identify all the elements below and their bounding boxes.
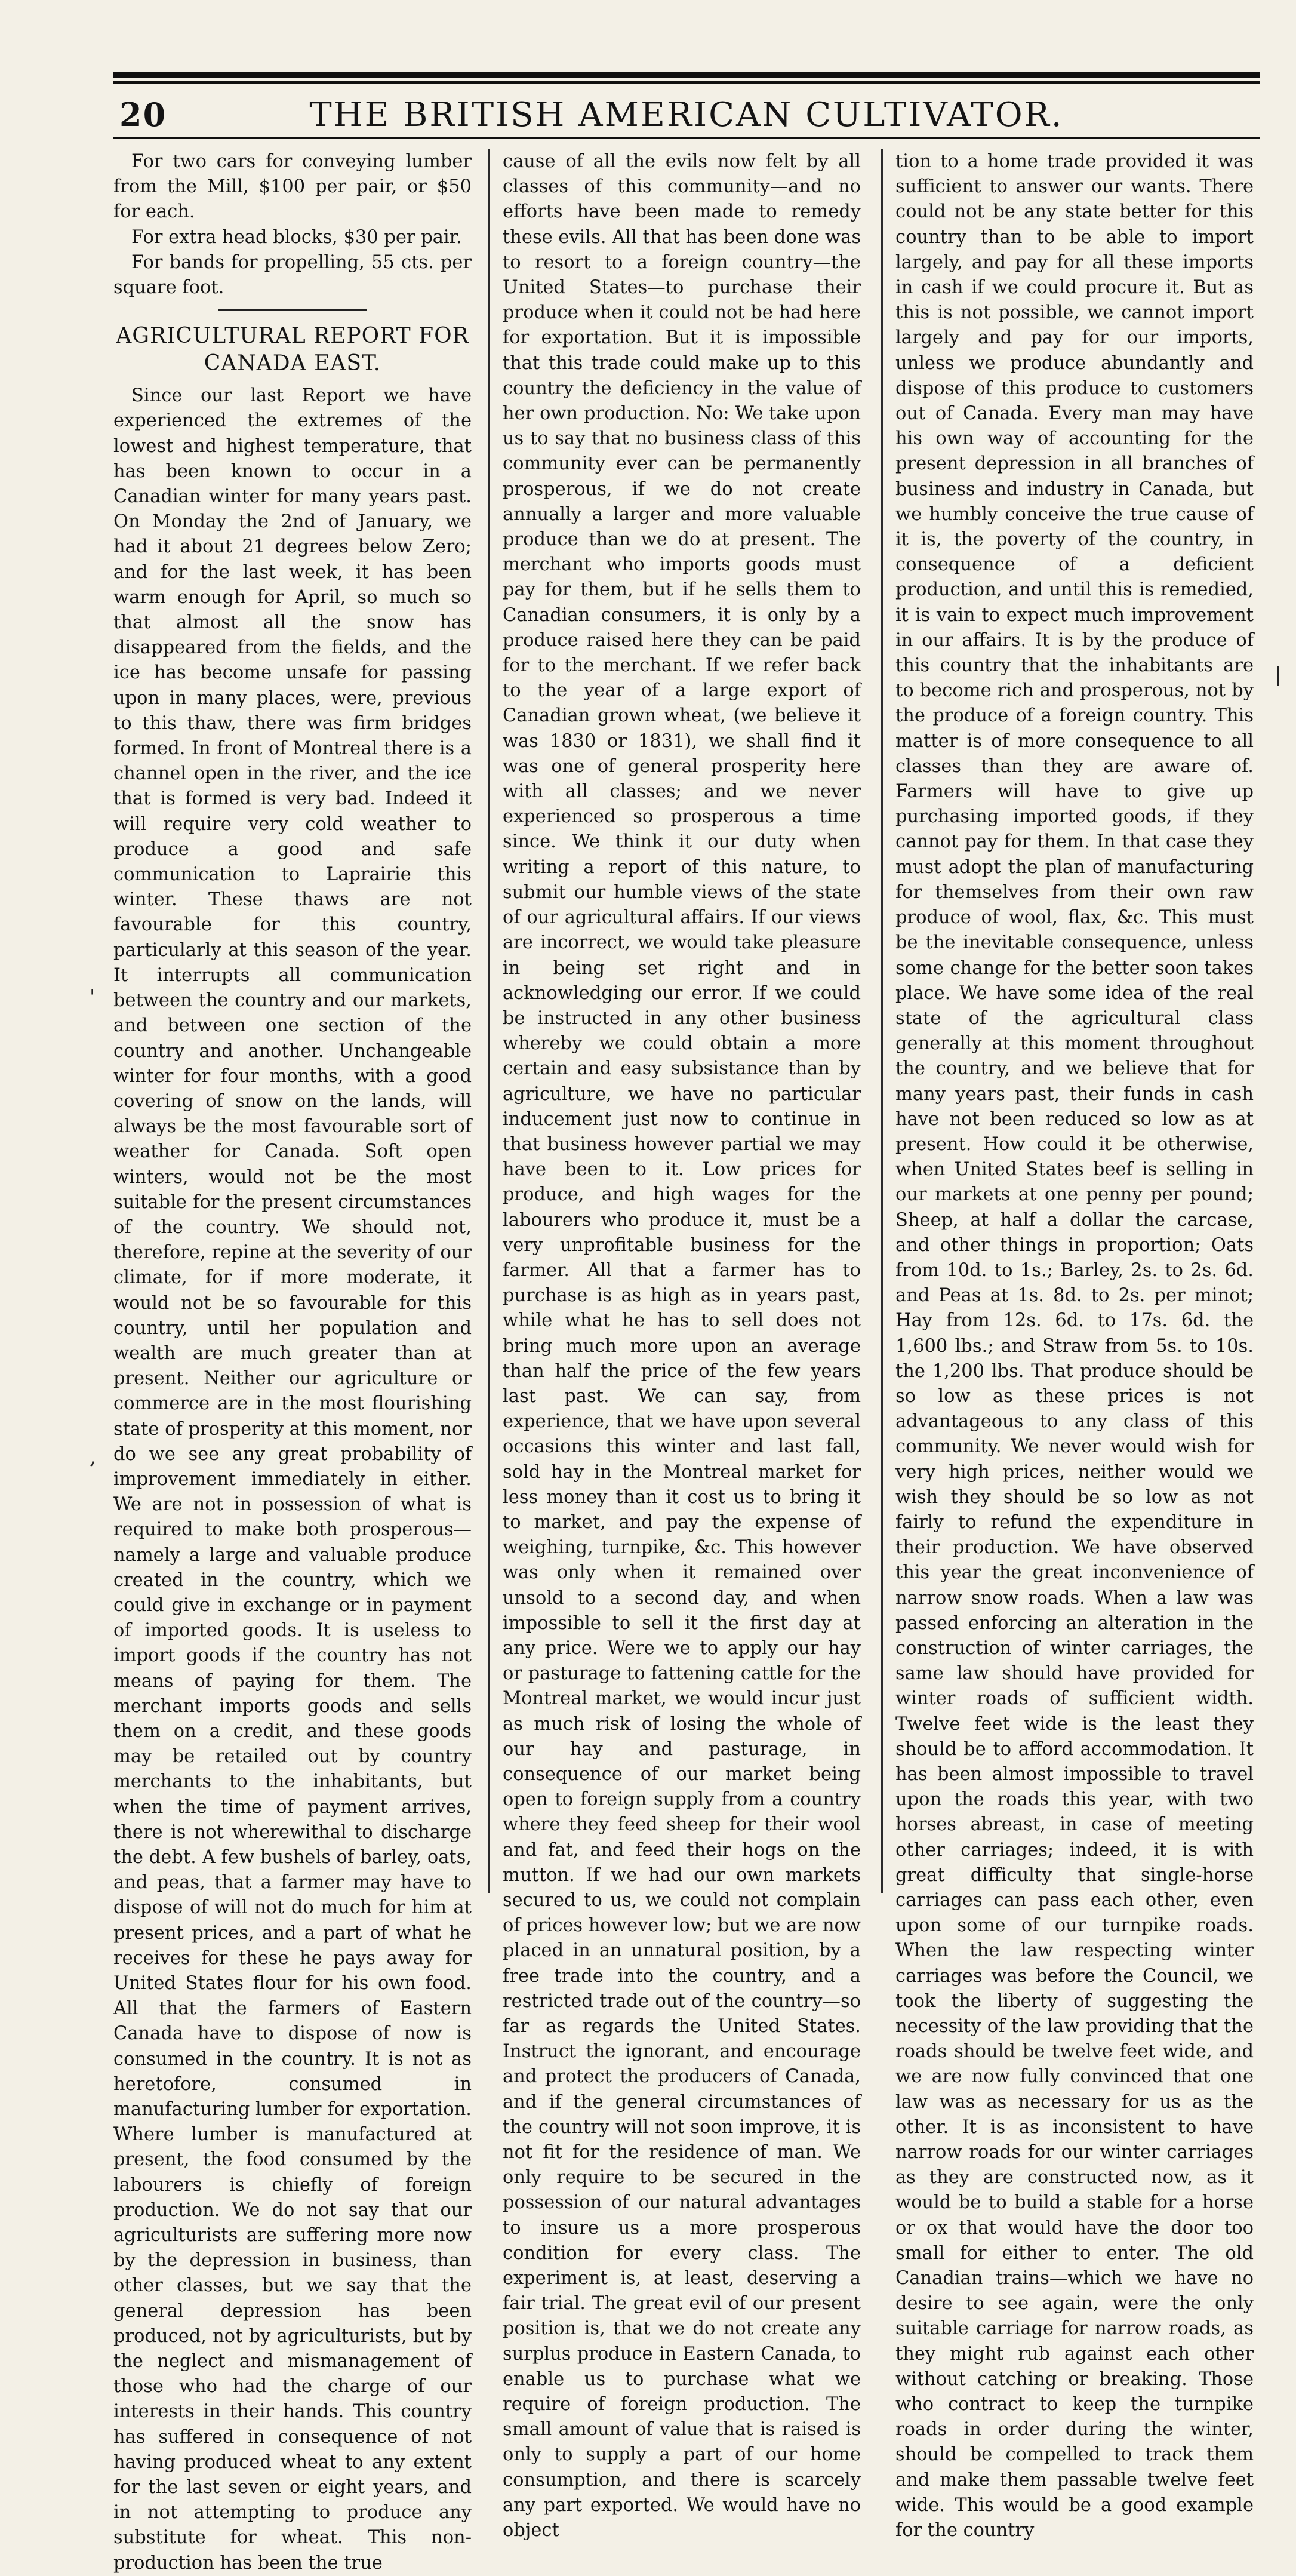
section-divider: [218, 309, 367, 311]
article-columns: [113, 149, 1260, 2574]
column-2: [503, 149, 861, 2541]
newspaper-page: [113, 72, 1260, 2574]
margin-tick-mark: ,: [90, 1445, 96, 1469]
price-line-cars: For two cars for conveying lumber from the Mill, $100 per pair, or $50 for each.: [113, 151, 472, 223]
price-line-bands: For bands for propelling, 55 cts. per square foot.: [113, 251, 472, 299]
journal-title: THE BRITISH AMERICAN CULTIVATOR.: [309, 96, 1064, 134]
column-rule-1: [488, 149, 490, 1893]
margin-tick-mark: ': [90, 985, 96, 1009]
column-rule-2: [881, 149, 883, 1893]
report-paragraph-3: tion to a home trade provided it was sufficient to answer our wants. There could not be any state better for this country than to be able to import largely, and pay for all these imports in cash if we could procure it. But as this is not possible, we cannot import largely and pay for our imports, unless we produce abundantly and dispose of this produce to customers out of Canada. Every man may have his own way of accounting for the present depression in all branches of business and industry in Canada, but we humbly conceive the true cause of it is, the poverty of the country, in consequence of a deficient production, and until this is remedied, it is vain to expect much improvement in our affairs. It is by the produce of this country that the inhabitants are to become rich and prosperous, not by the produce of a foreign country. This matter is of more consequence to all classes than they are aware of. Farmers will have to give up purchasing imported goods, if they cannot pay for them. In that case they must adopt the plan of manufacturing for themselves from their own raw produce of wool, flax, &c. This must be the inevitable consequence, unless some change for the better soon takes place. We have some idea of the real state of the agricultural class generally at this moment throughout the country, and we believe that for many years past, their funds in cash have not been reduced so low as at present. How could it be otherwise, when United States beef is selling in our markets at one penny per pound; Sheep, at half a dollar the carcase, and other things in proportion; Oats from 10d. to 1s.; Barley, 2s. to 2s. 6d. and Peas at 1s. 8d. to 2s. per minot; Hay from 12s. 6d. to 17s. 6d. the 1,600 lbs.; and Straw from 5s. to 10s. the 1,200 lbs. That produce should be so low as these prices is not advantageous to any class of this community. We never would wish for very high prices, neither would we wish they should be so low as not fairly to refund the expenditure in their production. We have observed this year the great inconvenience of narrow snow roads. When a law was passed enforcing an alteration in the construction of winter carriages, the same law should have provided for winter roads of sufficient width. Twelve feet wide is the least they should be to afford accommodation. It has been almost impossible to travel upon the roads this year, with two horses abreast, in case of meeting other carriages; indeed, it is with great difficulty that single-horse carriages can pass each other, even upon some of our turnpike roads. When the law respecting winter carriages was before the Council, we took the liberty of suggesting the necessity of the law providing that the roads should be twelve feet wide, and we are now fully convinced that one law was as necessary for us as the other. It is as inconsistent to have narrow roads for our winter carriages as they are constructed now, as it would be to build a stable for a horse or ox that would have the door too small for either to enter. The old Canadian trains—which we have no desire to see again, were the only suitable carriage for narrow roads, as they might rub against each other without catching or breaking. Those who contract to keep the turnpike roads in order during the winter, should be compelled to track them and make them passable twelve feet wide. This would be a good example for the country: [895, 151, 1254, 2541]
margin-scratch-mark: |: [1275, 663, 1282, 687]
report-heading: AGRICULTURAL REPORT FOR CANADA EAST.: [116, 324, 469, 376]
top-border-rule: [113, 72, 1260, 87]
column-1: [113, 149, 472, 2574]
price-line-head-blocks: For extra head blocks, $30 per pair.: [131, 226, 462, 248]
page-number: 20: [119, 96, 167, 134]
column-3: [895, 149, 1254, 2541]
report-paragraph-1: Since our last Report we have experienced the extremes of the lowest and highest temperature, that has been known to occur in a Canadian winter for many years past. On Monday the 2nd of January, we had it about 21 degrees below Zero; and for the last week, it has been warm enough for April, so much so that almost all the snow has disappeared from the fields, and the ice has become unsafe for passing upon in many places, were, previous to this thaw, there was firm bridges formed. In front of Montreal there is a channel open in the river, and the ice that is formed is very bad. Indeed it will require very cold weather to produce a good and safe communication to Laprairie this winter. These thaws are not favourable for this country, particularly at this season of the year. It interrupts all communication between the country and our markets, and between one section of the country and another. Unchangeable winter for four months, with a good covering of snow on the lands, will always be the most favourable sort of weather for Canada. Soft open winters, would not be the most suitable for the present circumstances of the country. We should not, therefore, repine at the severity of our climate, for if more moderate, it would not be so favourable for this country, until her population and wealth are much greater than at present. Neither our agriculture or commerce are in the most flourishing state of prosperity at this moment, nor do we see any great probability of improvement immediately in either. We are not in possession of what is required to make both prosperous—namely a large and valuable produce created in the country, which we could give in exchange or in payment of imported goods. It is useless to import goods if the country has not means of paying for them. The merchant imports goods and sells them on a credit, and these goods may be retailed out by country merchants to the inhabitants, but when the time of payment arrives, there is not wherewithal to discharge the debt. A few bushels of barley, oats, and peas, that a farmer may have to dispose of will not do much for him at present prices, and a part of what he receives for these he pays away for United States flour for his own food. All that the farmers of Eastern Canada have to dispose of now is consumed in the country. It is not as heretofore, consumed in manufacturing lumber for exportation. Where lumber is manufactured at present, the food consumed by the labourers is chiefly of foreign production. We do not say that our agriculturists are suffering more now by the depression in business, than other classes, but we say that the general depression has been produced, not by agriculturists, but by the neglect and mismanagement of those who had the charge of our interests in their hands. This country has suffered in consequence of not having produced wheat to any extent for the last seven or eight years, and in not attempting to produce any substitute for wheat. This non-production has been the true: [113, 385, 472, 2574]
masthead: [113, 96, 1260, 139]
report-paragraph-2: cause of all the evils now felt by all classes of this community—and no efforts have been made to remedy these evils. All that has been done was to resort to a foreign country—the United States—to purchase their produce when it could not be had here for exportation. But it is impossible that this trade could make up to this country the deficiency in the value of her own production. No: We take upon us to say that no business class of this community ever can be permanently prosperous, if we do not create annually a larger and more valuable produce than we do at present. The merchant who imports goods must pay for them, but if he sells them to Canadian consumers, it is only by a produce raised here they can be paid for to the merchant. If we refer back to the year of a large export of Canadian grown wheat, (we believe it was 1830 or 1831), we shall find it was one of general prosperity here with all classes; and we never experienced so prosperous a time since. We think it our duty when writing a report of this nature, to submit our humble views of the state of our agricultural affairs. If our views are incorrect, we would take pleasure in being set right and in acknowledging our error. If we could be instructed in any other business whereby we could obtain a more certain and easy subsistance than by agriculture, we have no particular inducement just now to continue in that business however partial we may have been to it. Low prices for produce, and high wages for the labourers who produce it, must be a very unprofitable business for the farmer. All that a farmer has to purchase is as high as in years past, while what he has to sell does not bring much more upon an average than half the price of the few years last past. We can say, from experience, that we have upon several occasions this winter and last fall, sold hay in the Montreal market for less money than it cost us to bring it to market, and pay the expense of weighing, turnpike, &c. This however was only when it remained over unsold to a second day, and when impossible to sell it the first day at any price. Were we to apply our hay or pasturage to fattening cattle for the Montreal market, we would incur just as much risk of losing the whole of our hay and pasturage, in consequence of our market being open to foreign supply from a country where they feed sheep for their wool and fat, and feed their hogs on the mutton. If we had our own markets secured to us, we could not complain of prices however low; but we are now placed in an unnatural position, by a free trade into the country, and a restricted trade out of the country—so far as regards the United States. Instruct the ignorant, and encourage and protect the producers of Canada, and if the general circumstances of the country will not soon improve, it is not fit for the residence of man. We only require to be secured in the possession of our natural advantages to insure us a more prosperous condition for every class. The experiment is, at least, deserving a fair trial. The great evil of our present position is, that we do not create any surplus produce in Eastern Canada, to enable us to purchase what we require of foreign production. The small amount of value that is raised is only to supply a part of our home consumption, and there is scarcely any part exported. We would have no object: [503, 151, 861, 2541]
